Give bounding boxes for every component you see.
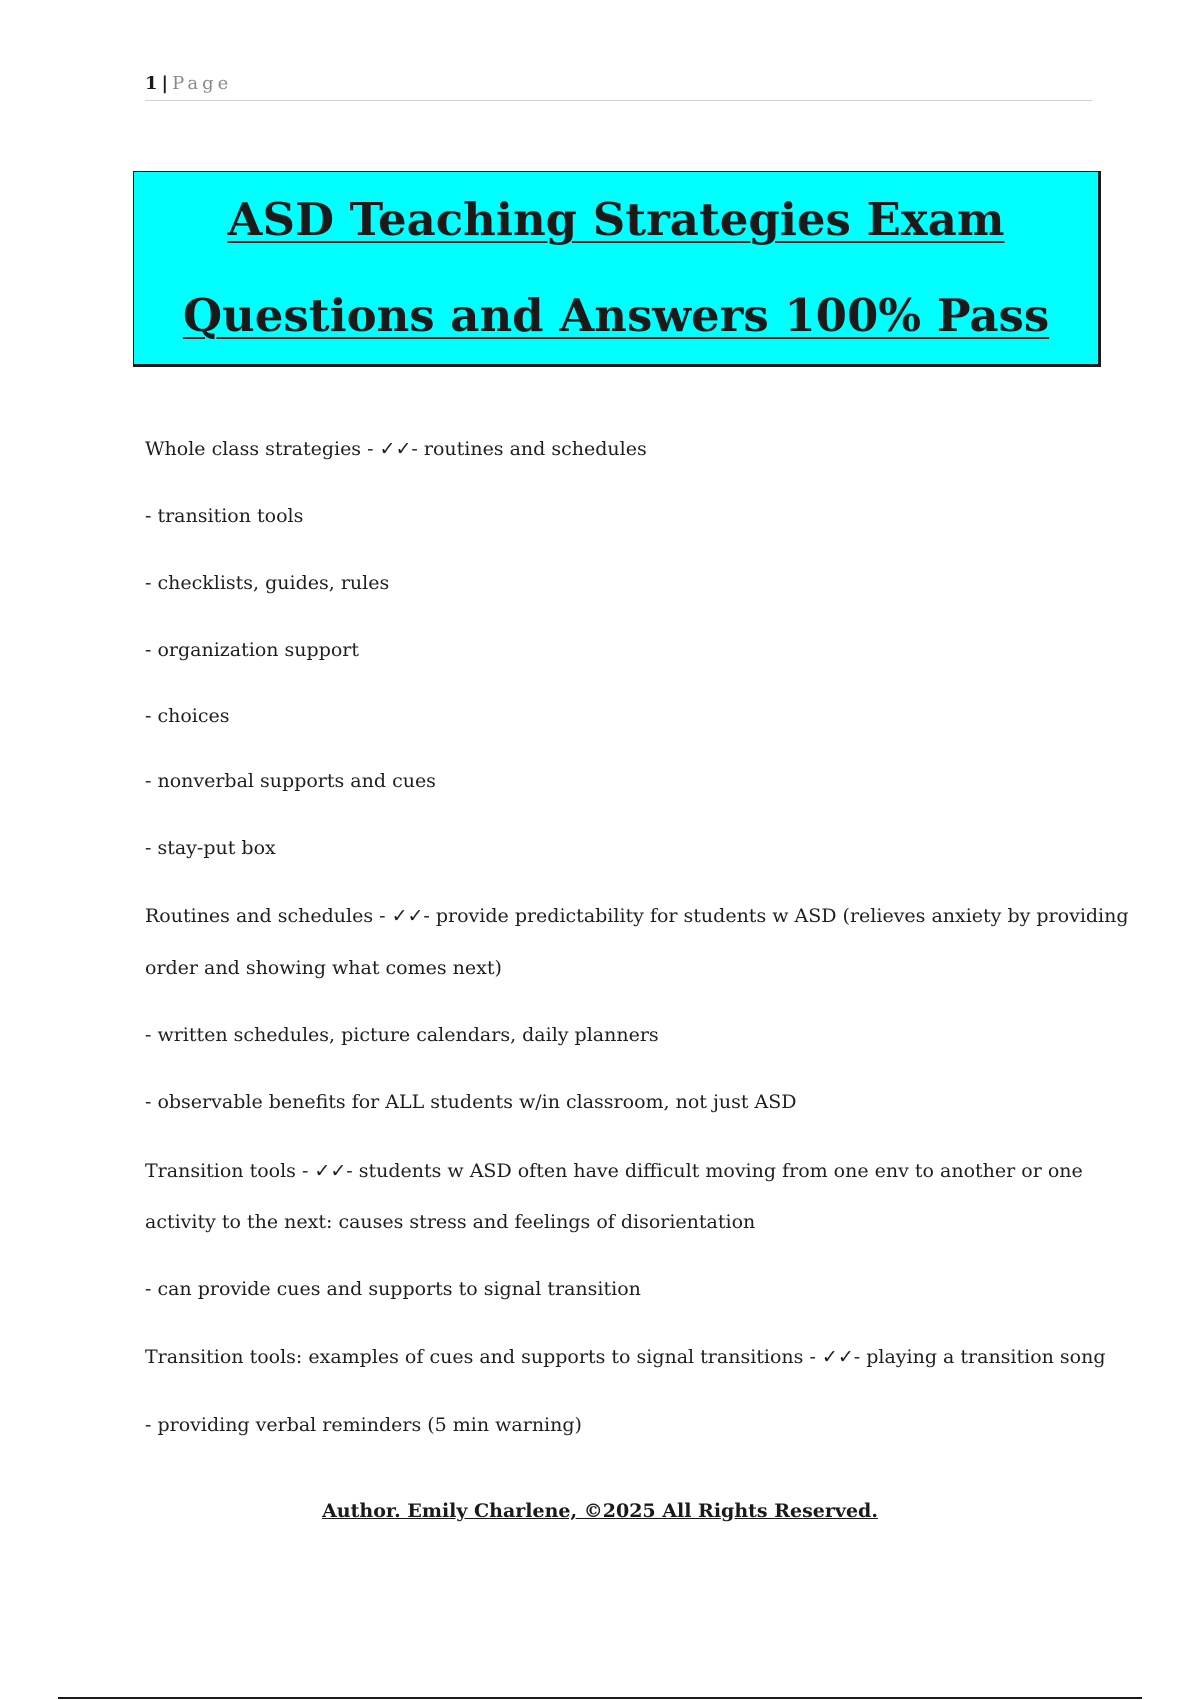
- paragraph: Transition tools - ✓✓- students w ASD often have difficult moving from one env to another or one: [145, 1160, 1083, 1182]
- page-label: Page: [172, 73, 233, 94]
- header-separator: |: [161, 73, 169, 94]
- bottom-divider: [58, 1697, 1142, 1699]
- paragraph: Whole class strategies - ✓✓- routines and schedules: [145, 438, 647, 460]
- page-header: [145, 72, 1092, 101]
- author-footer: [0, 1500, 1200, 1522]
- paragraph: activity to the next: causes stress and feelings of disorientation: [145, 1211, 756, 1233]
- title-line-2: [134, 268, 1098, 364]
- paragraph: - observable benefits for ALL students w/in classroom, not just ASD: [145, 1091, 797, 1113]
- paragraph: - providing verbal reminders (5 min warning): [145, 1414, 582, 1436]
- paragraph: - transition tools: [145, 505, 304, 527]
- paragraph: - checklists, guides, rules: [145, 572, 390, 594]
- paragraph: - organization support: [145, 639, 360, 661]
- title-text-1: ASD Teaching Strategies Exam: [227, 193, 1005, 246]
- paragraph: - stay-put box: [145, 837, 276, 859]
- paragraph: - choices: [145, 705, 230, 727]
- title-text-2: Questions and Answers 100% Pass: [182, 289, 1050, 342]
- page-number: 1: [145, 73, 158, 94]
- paragraph: - written schedules, picture calendars, daily planners: [145, 1024, 659, 1046]
- paragraph: Transition tools: examples of cues and supports to signal transitions - ✓✓- playing a transition song: [145, 1346, 1106, 1368]
- author-text: Author. Emily Charlene, ©2025 All Rights Reserved.: [322, 1500, 878, 1522]
- paragraph: Routines and schedules - ✓✓- provide predictability for students w ASD (relieves anxiety by providing: [145, 905, 1129, 927]
- title-line-1: [134, 172, 1098, 268]
- title-box: [133, 171, 1101, 367]
- paragraph: order and showing what comes next): [145, 957, 502, 979]
- paragraph: - nonverbal supports and cues: [145, 770, 436, 792]
- paragraph: - can provide cues and supports to signal transition: [145, 1278, 641, 1300]
